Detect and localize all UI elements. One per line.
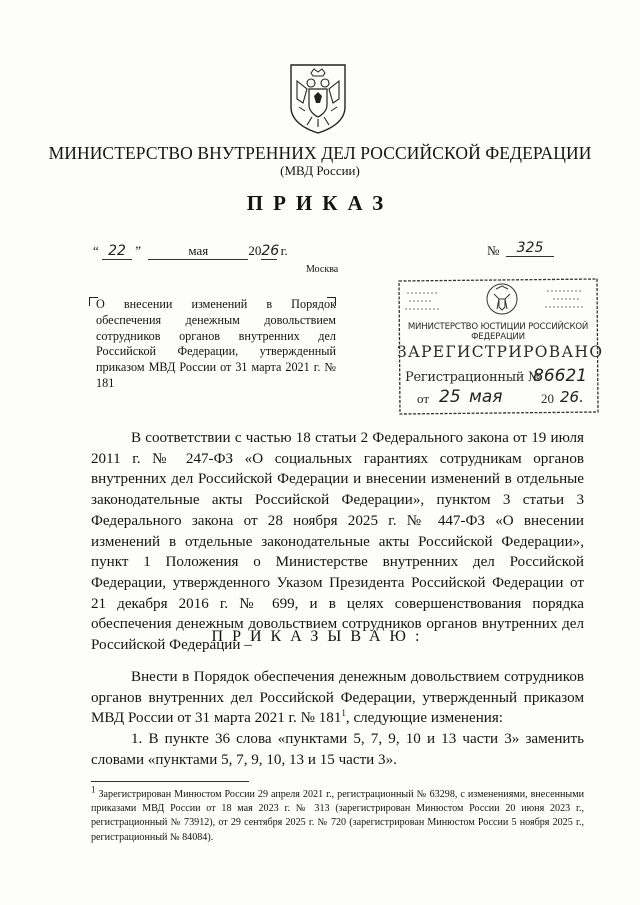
stamp-date-month: мая (469, 387, 503, 407)
order-city: Москва (306, 264, 339, 275)
orders-heading: ПРИКАЗЫВАЮ: (211, 628, 429, 645)
footnote-reference: 1 (341, 708, 346, 719)
date-close-quote: ” (135, 243, 142, 258)
stamp-date-prefix: от (417, 391, 430, 406)
order-subject: О внесении изменений в Порядок обеспечения денежным довольствием сотрудников органов внутренних дел Российской Федерации, утвержденный приказом МВД России от 31 марта 2021 г. № 181 (96, 297, 336, 390)
stamp-date-day: 25 (439, 387, 461, 407)
order-number-sign: № (487, 243, 500, 258)
item-1-paragraph: 1. В пункте 36 слова «пунктами 5, 7, 9, 10 и 13 части 3» заменить словами «пунктами 5, 7, 9, 10, 13 и 15 части 3». (91, 731, 584, 768)
stamp-coat-of-arms-icon (485, 281, 519, 317)
ministry-name: МИНИСТЕРСТВО ВНУТРЕННИХ ДЕЛ РОССИЙСКОЙ ФЕДЕРАЦИИ (48, 143, 592, 163)
intro-tail: , следующие изменения: (345, 710, 504, 727)
stamp-organization: МИНИСТЕРСТВО ЮСТИЦИИ РОССИЙСКОЙ ФЕДЕРАЦИИ (407, 322, 589, 342)
stamp-status: ЗАРЕГИСТРИРОВАНО (397, 343, 604, 361)
date-year-mark: г. (280, 243, 288, 258)
document-type-title: ПРИКАЗ (246, 191, 394, 215)
ministry-short-name: (МВД России) (280, 163, 360, 178)
intro-text: Внести в Порядок обеспечения денежным довольствием сотрудников органов внутренних дел Российской Федерации, утвержденный приказом МВД России от 31 марта 2021 г. № 181 (91, 669, 584, 727)
stamp-number-value: 86621 (533, 366, 588, 386)
registration-stamp (397, 277, 604, 415)
date-year-suffix: 26 (261, 243, 280, 259)
order-date (93, 243, 288, 260)
date-month: мая (148, 243, 248, 260)
footnote-divider (91, 781, 249, 782)
stamp-date-year-suffix: 26. (560, 388, 584, 406)
footnote-marker: 1 (91, 784, 96, 795)
footnote-text: Зарегистрирован Минюстом России 29 апреля 2021 г., регистрационный № 63298, с изменениями, внесенными приказами МВД России от 18 мая 2023 г. № 313 (зарегистрирован Минюстом России 20 июня 2023 г., регистрационный № 73912), от 29 сентября 2025 г. № 720 (зарегистрирован Минюстом России 5 ноября 2025 г., регистрационный № 84084). (91, 789, 584, 843)
coat-of-arms-icon (287, 63, 349, 135)
order-number: 325 (506, 240, 554, 257)
stamp-number-label: Регистрационный № (405, 370, 540, 385)
date-year-prefix: 20 (248, 243, 262, 258)
stamp-date-year-prefix: 20 (541, 391, 554, 406)
date-open-quote: “ (93, 243, 99, 258)
footnote (91, 784, 584, 845)
intro-paragraph (91, 667, 584, 729)
preamble-paragraph: В соответствии с частью 18 статьи 2 Федерального закона от 19 июля 2011 г. № 247-ФЗ «О социальных гарантиях сотрудникам органов внутренних дел Российской Федерации и внесении изменений в отдельные законодательные акты Российской Федерации», пунктом 3 статьи 3 Федерального закона от 28 ноября 2025 г. № 447-ФЗ «О внесении изменений в отдельные законодательные акты Российской Федерации», пункт 1 Положения о Министерстве внутренних дел Российской Федерации, утвержденного Указом Президента Российской Федерации от 21 декабря 2016 г. № 699, и в целях совершенствования порядка обеспечения денежным довольствием сотрудников органов внутренних дел Российской Федерации – (91, 430, 584, 654)
date-day: 22 (102, 243, 132, 260)
